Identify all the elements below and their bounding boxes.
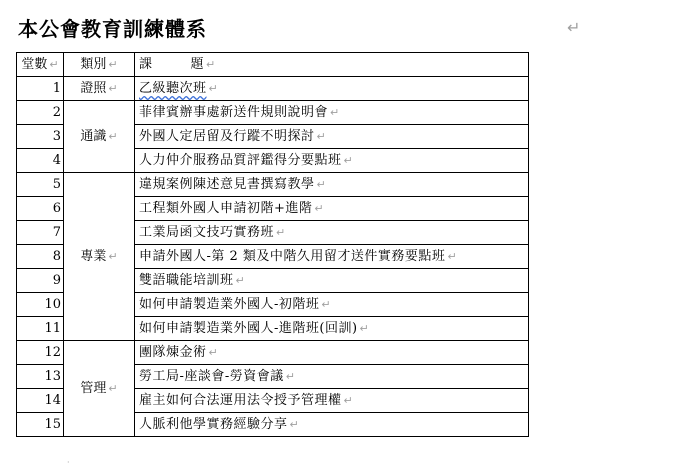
topic-cell: 申請外國人-第 2 類及中階久用留才送件實務要點班 ↵ [135,245,529,269]
topic-cell: 雙語職能培訓班 ↵ [135,269,529,293]
table-row [17,101,529,125]
row-num: 1 [17,77,64,101]
topic-cell: 工業局函文技巧實務班 ↵ [135,221,529,245]
topic-cell: 雇主如何合法運用法令授予管理權 ↵ [135,389,529,413]
topic-cell: 如何申請製造業外國人-初階班 ↵ [135,293,529,317]
row-num: 9 [17,269,64,293]
row-num: 6 [17,197,64,221]
row-num: 15 [17,413,64,437]
paragraph-mark-icon: ↵ [567,18,581,37]
topic-cell: 乙級聽次班 ↵ [135,77,529,101]
table-row [17,173,529,197]
row-num: 8 [17,245,64,269]
row-num: 13 [17,365,64,389]
table-header-row [17,53,529,77]
topic-cell: 如何申請製造業外國人-進階班(回訓) ↵ [135,317,529,341]
header-topic: 課 題 ↵ [135,53,529,77]
header-num: 堂數 ↵ [17,53,64,77]
row-num: 11 [17,317,64,341]
topic-cell: 違規案例陳述意見書撰寫教學 ↵ [135,173,529,197]
table-row [17,341,529,365]
topic-cell: 工程類外國人申請初階+進階 ↵ [135,197,529,221]
paragraph-mark-icon: · [67,458,70,467]
row-num: 5 [17,173,64,197]
topic-cell: 勞工局-座談會-勞資會議 ↵ [135,365,529,389]
row-num: 3 [17,125,64,149]
category-cell: 管理 ↵ [64,341,135,437]
topic-cell: 人力仲介服務品質評鑑得分要點班 ↵ [135,149,529,173]
row-num: 12 [17,341,64,365]
topic-cell: 人脈利他學實務經驗分享 ↵ [135,413,529,437]
row-num: 7 [17,221,64,245]
row-num: 14 [17,389,64,413]
topic-cell: 外國人定居留及行蹤不明探討 ↵ [135,125,529,149]
category-cell: 證照 ↵ [64,77,135,101]
course-table [16,52,529,437]
page-title: 本公會教育訓練體系 [18,17,207,41]
header-category: 類別 ↵ [64,53,135,77]
topic-cell: 菲律賓辦事處新送件規則說明會 ↵ [135,101,529,125]
category-cell: 專業 ↵ [64,173,135,341]
row-num: 4 [17,149,64,173]
topic-cell: 團隊煉金術 ↵ [135,341,529,365]
category-cell: 通識 ↵ [64,101,135,173]
row-num: 2 [17,101,64,125]
row-num: 10 [17,293,64,317]
table-row [17,77,529,101]
